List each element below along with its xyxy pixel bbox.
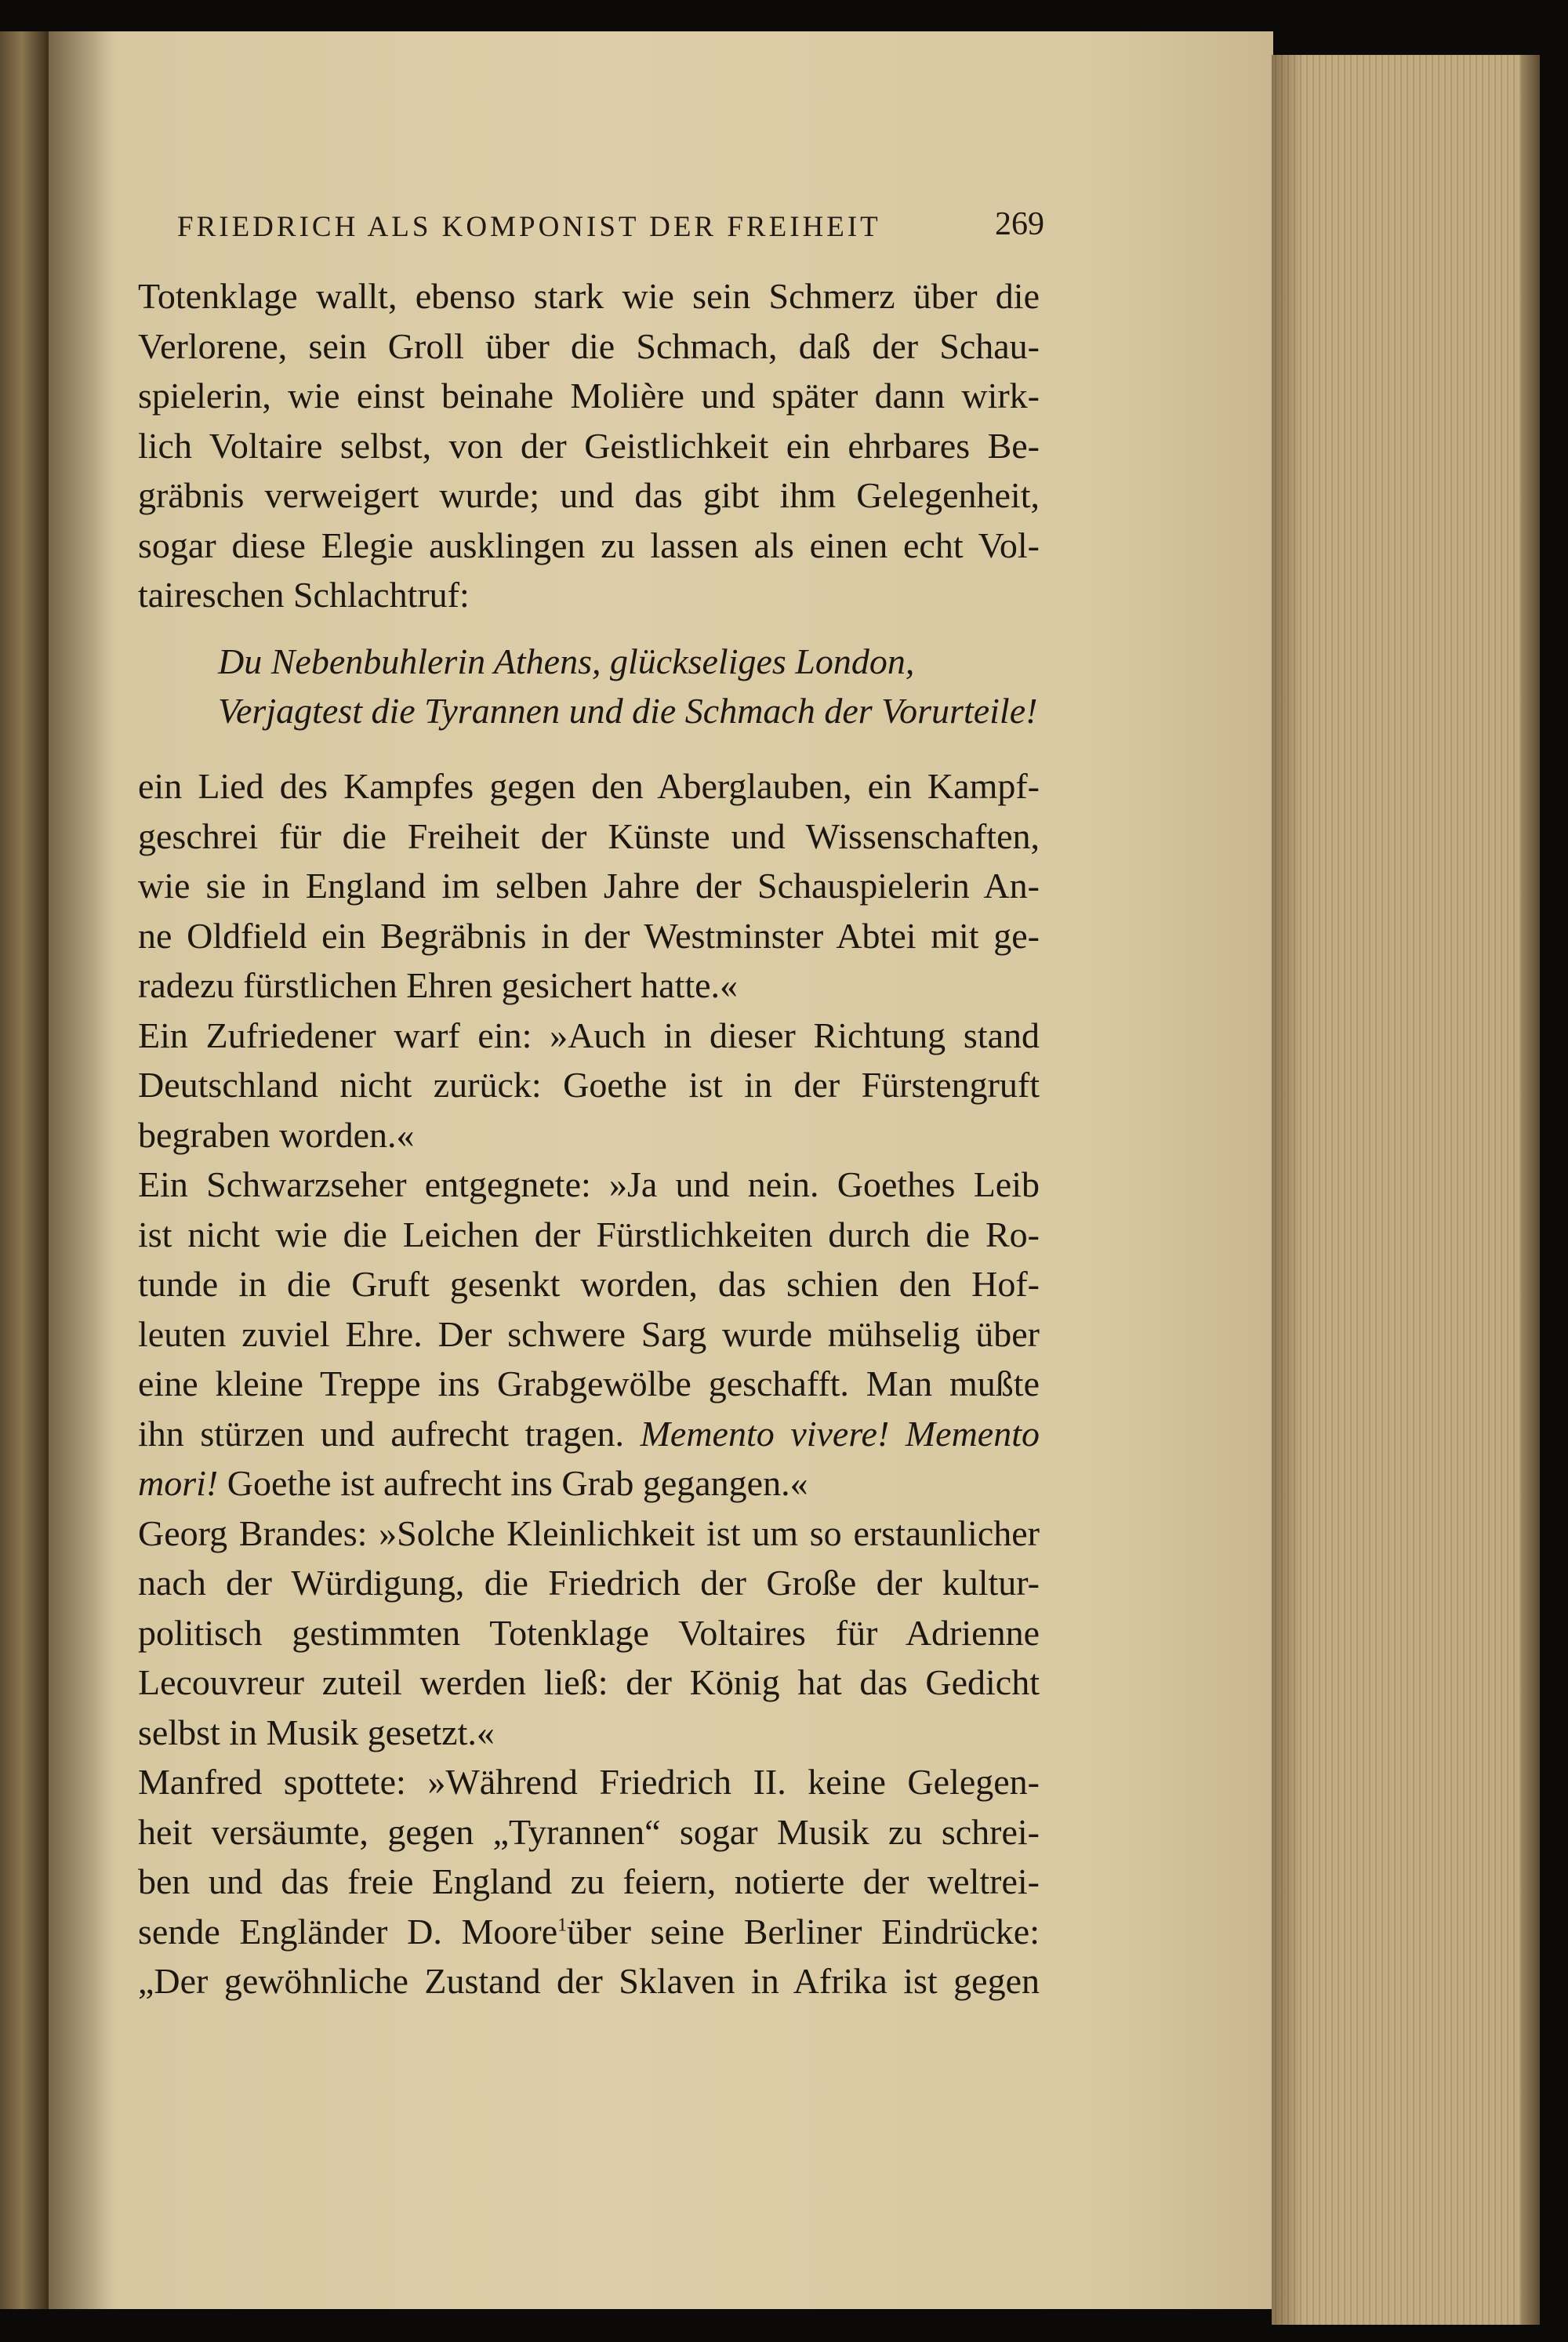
text-line: taireschen Schlachtruf: [138, 575, 470, 615]
text-segment: sende Engländer D. Moore [138, 1911, 558, 1952]
text-line: „Der gewöhnliche Zustand der Sklaven in Afrika ist gegen [138, 1961, 1040, 2001]
footnote-marker: 1 [557, 1915, 568, 1936]
text-line: geschrei für die Freiheit der Künste und Wissenschaften, [138, 815, 1040, 856]
text-line: heit versäumte, gegen „Tyrannen“ sogar Musik zu schrei- [138, 1811, 1040, 1852]
text-line: Georg Brandes: »Solche Kleinlichkeit ist um so erstaunlicher [138, 1512, 1040, 1553]
text-line: lich Voltaire selbst, von der Geistlichkeit ein ehrbares Be- [138, 425, 1040, 466]
text-line: Ein Schwarzseher entgegnete: »Ja und nein. Goethes Leib [138, 1164, 1040, 1204]
text-line: spielerin, wie einst beinahe Molière und später dann wirk- [138, 376, 1040, 416]
text-segment: Goethe ist aufrecht ins Grab gegangen.« [227, 1463, 808, 1503]
text-line: Manfred spottete: »Während Friedrich II. keine Gelegen- [138, 1762, 1040, 1802]
body-text-top [138, 271, 1040, 620]
text-line: sogar diese Elegie ausklingen zu lassen als einen echt Vol- [138, 525, 1040, 565]
text-line: Deutschland nicht zurück: Goethe ist in der Fürstengruft [138, 1065, 1040, 1105]
text-line: wie sie in England im selben Jahre der Schauspielerin An- [138, 866, 1040, 906]
text-line: Lecouvreur zuteil werden ließ: der König hat das Gedicht [138, 1662, 1040, 1702]
fore-edge-shadow [1272, 55, 1303, 2325]
text-line: Verlorene, sein Groll über die Schmach, daß der Schau- [138, 325, 1040, 366]
page-stack-fore-edge [1272, 55, 1538, 2325]
verse-line: Verjagtest die Tyrannen und die Schmach der Vorurteile! [218, 691, 1038, 731]
latin-phrase: Memento vivere! Memento [640, 1413, 1040, 1454]
text-line [138, 1409, 1040, 1459]
text-line: Ein Zufriedener warf ein: »Auch in dieser Richtung stand [138, 1015, 1040, 1055]
page-number: 269 [995, 206, 1044, 242]
text-line: gräbnis verweigert wurde; und das gibt ihm Gelegenheit, [138, 475, 1040, 515]
text-segment: über seine Berliner Eindrücke: [567, 1911, 1040, 1952]
running-header: FRIEDRICH ALS KOMPONIST DER FREIHEIT [177, 211, 881, 243]
body-text-bottom [138, 761, 1040, 2006]
verse-quotation [218, 637, 1065, 735]
text-segment: ihn stürzen und aufrecht tragen. [138, 1413, 625, 1454]
text-line: radezu fürstlichen Ehren gesichert hatte.« [138, 965, 739, 1005]
latin-phrase: mori! [138, 1463, 219, 1503]
text-line: eine kleine Treppe ins Grabgewölbe geschafft. Man mußte [138, 1363, 1040, 1403]
page-gutter-shadow [49, 31, 111, 2309]
verse-line: Du Nebenbuhlerin Athens, glückseliges London, [218, 641, 915, 681]
text-line: tunde in die Gruft gesenkt worden, das schien den Hof- [138, 1264, 1040, 1304]
text-line: nach der Würdigung, die Friedrich der Große der kultur- [138, 1563, 1040, 1603]
text-line: begraben worden.« [138, 1114, 415, 1155]
text-line: ein Lied des Kampfes gegen den Aberglauben, ein Kampf- [138, 766, 1040, 806]
text-line: ben und das freie England zu feiern, notierte der weltrei- [138, 1861, 1040, 1901]
text-line: politisch gestimmten Totenklage Voltaires für Adrienne [138, 1612, 1040, 1653]
book-cover-edge [1521, 55, 1540, 2325]
text-line: ne Oldfield ein Begräbnis in der Westminster Abtei mit ge- [138, 915, 1040, 956]
text-line [138, 1458, 1040, 1509]
text-line: leuten zuviel Ehre. Der schwere Sarg wurde mühselig über [138, 1313, 1040, 1354]
text-line [138, 1907, 1040, 1957]
text-line: ist nicht wie die Leichen der Fürstlichkeiten durch die Ro- [138, 1214, 1040, 1255]
text-line: selbst in Musik gesetzt.« [138, 1712, 495, 1752]
left-page-edge [0, 31, 49, 2309]
text-line: Totenklage wallt, ebenso stark wie sein Schmerz über die [138, 276, 1040, 316]
